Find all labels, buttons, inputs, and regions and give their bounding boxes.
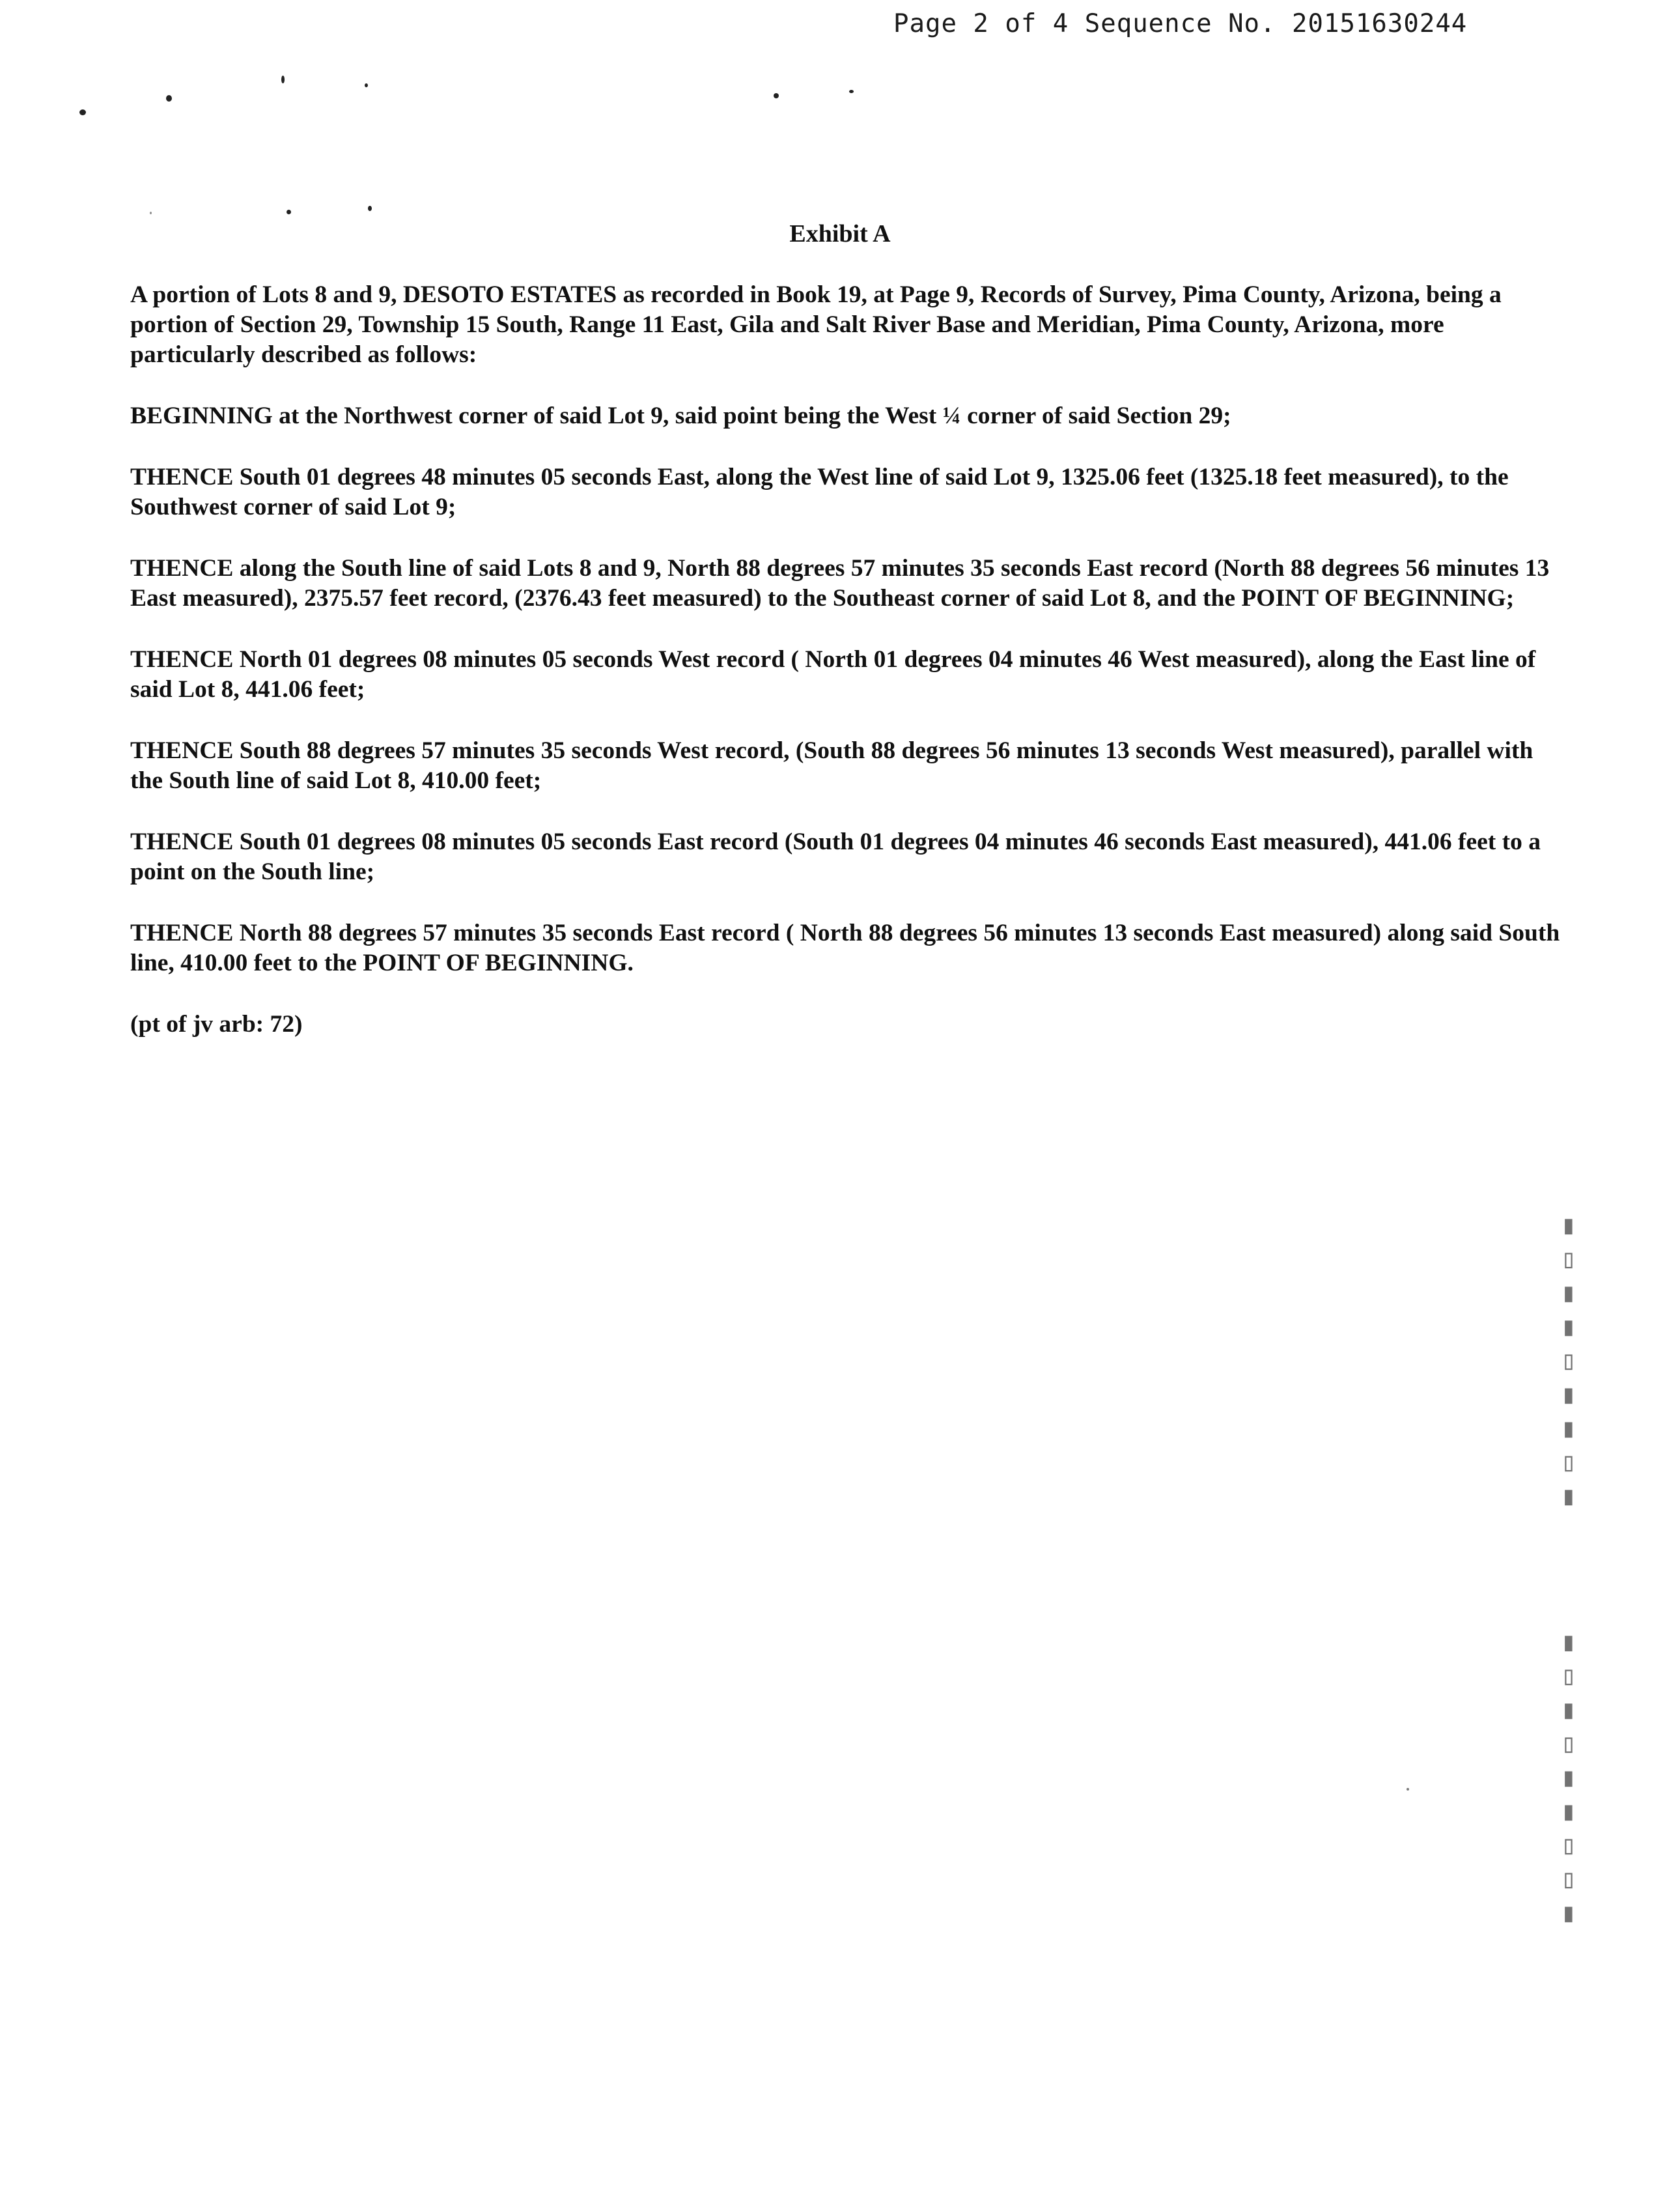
page-sequence-header: Page 2 of 4 Sequence No. 20151630244 [893, 9, 1468, 38]
margin-recorder-stamp: ▮▯▮▮▯▮▮▯▮ [1556, 1210, 1586, 1514]
description-paragraph: THENCE South 01 degrees 08 minutes 05 seconds East record (South 01 degrees 04 minutes 46 seconds East measured), 441.06 feet to a point on the South line; [130, 829, 1541, 885]
scan-speck [166, 95, 172, 102]
scan-speck [368, 206, 372, 211]
exhibit-title: Exhibit A [789, 220, 891, 248]
scan-speck [281, 76, 285, 83]
scan-speck [1407, 1788, 1409, 1791]
description-paragraph: THENCE North 01 degrees 08 minutes 05 seconds West record ( North 01 degrees 04 minutes 46 West measured), along the East line of said Lot 8, 441.06 feet; [130, 646, 1536, 703]
footnote: (pt of jv arb: 72) [130, 1011, 303, 1038]
description-paragraph: THENCE along the South line of said Lots 8 and 9, North 88 degrees 57 minutes 35 seconds East record (North 88 degrees 56 minutes 13 East measured), 2375.57 feet record, (2376.43 feet measured) to the Southeast corner of said Lot 8, and the POINT OF BEGINNING; [130, 555, 1550, 612]
scan-speck [287, 210, 291, 214]
scan-speck [150, 212, 152, 214]
description-paragraph: THENCE North 88 degrees 57 minutes 35 seconds East record ( North 88 degrees 56 minutes 13 seconds East measured) along said South line, 410.00 feet to the POINT OF BEGINNING. [130, 920, 1560, 976]
legal-description [130, 280, 1563, 1071]
scan-speck [774, 93, 779, 98]
description-paragraph: THENCE South 01 degrees 48 minutes 05 seconds East, along the West line of said Lot 9, 1325.06 feet (1325.18 feet measured), to the Southwest corner of said Lot 9; [130, 464, 1509, 520]
scan-speck [849, 90, 854, 93]
scan-speck [79, 109, 86, 115]
margin-recorder-stamp: ▮▯▯▮▮▯▮▯▮ [1556, 1626, 1586, 1931]
description-paragraph: BEGINNING at the Northwest corner of said Lot 9, said point being the West ¼ corner of said Section 29; [130, 403, 1231, 429]
scan-speck [365, 83, 368, 87]
description-paragraph: THENCE South 88 degrees 57 minutes 35 seconds West record, (South 88 degrees 56 minutes 13 seconds West measured), parallel with the South line of said Lot 8, 410.00 feet; [130, 737, 1533, 794]
description-paragraph: A portion of Lots 8 and 9, DESOTO ESTATES as recorded in Book 19, at Page 9, Records of Survey, Pima County, Arizona, being a portion of Section 29, Township 15 South, Range 11 East, Gila and Salt River Base and Meridian, Pima County, Arizona, more particularly described as follows: [130, 281, 1502, 368]
